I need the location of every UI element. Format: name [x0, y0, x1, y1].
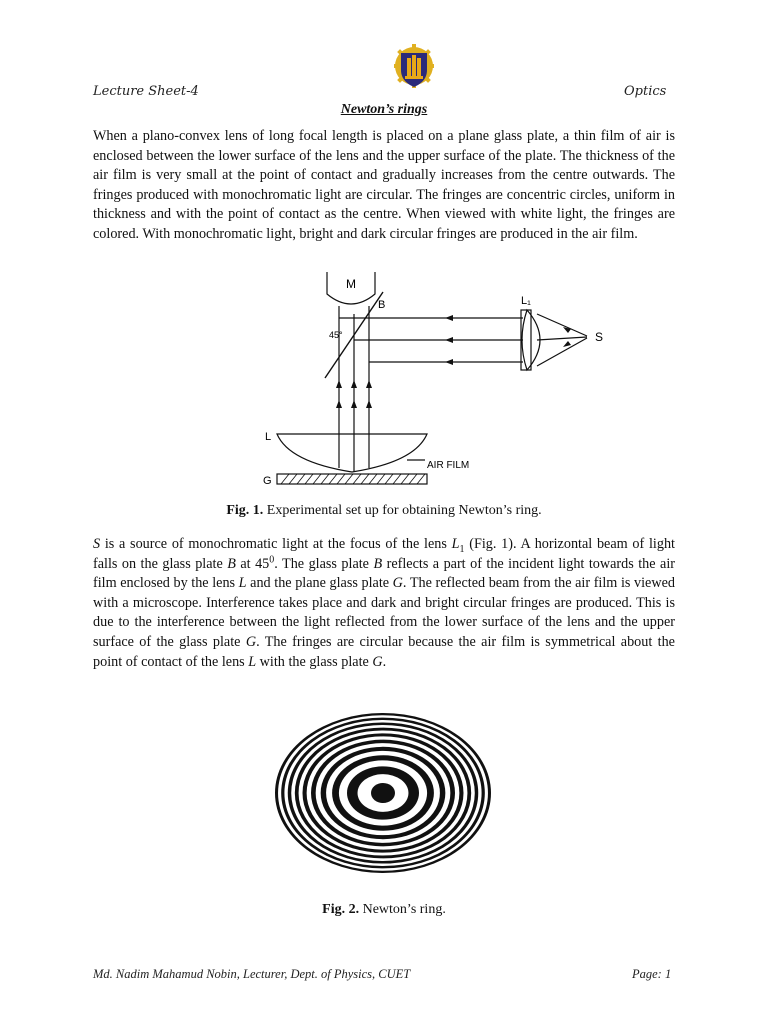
page-title: Newton’s rings: [340, 102, 428, 117]
explanation-segment: 1: [459, 543, 465, 555]
explanation-segment: at 45: [235, 555, 270, 572]
ray-to-source-top: [537, 314, 587, 336]
explanation-segment: (Fig. 1). A horizontal beam of light falls on the glass plate: [93, 536, 675, 572]
label-s: S: [595, 330, 604, 344]
header-right: Optics: [624, 84, 667, 99]
label-m: M: [346, 277, 356, 291]
explanation-segment: B: [373, 555, 383, 572]
central-dark-spot: [371, 783, 395, 803]
explanation-segment: . The glass plate: [274, 555, 374, 572]
explanation-segment: reflects a part of the incident light towards the air film enclosed by the lens: [93, 555, 675, 592]
explanation-segment: .: [382, 653, 387, 670]
explanation-segment: and the plane glass plate: [246, 575, 393, 592]
explanation-segment: G: [392, 575, 403, 592]
label-l: L: [265, 431, 272, 443]
figure-2-caption-label: Fig. 2.: [322, 902, 360, 917]
figure-1-setup-diagram: [255, 272, 615, 494]
label-angle: 45°: [329, 330, 343, 340]
explanation-segment: . The reflected beam from the air film is viewed with a microscope. Interference takes place and dark and bright circular fringes are produced. This is due to the interference between the light reflected from the lower surface of the lens and the upper surface of the glass plate: [93, 575, 675, 650]
university-logo: [394, 44, 434, 90]
label-air-film: AIR FILM: [427, 460, 470, 471]
figure-2-caption-text: Newton’s ring.: [362, 902, 446, 917]
ray-to-source-bottom: [537, 338, 587, 366]
explanation-segment: L: [238, 575, 247, 592]
explanation-segment: L: [248, 653, 257, 670]
ray-to-source-mid: [537, 337, 587, 340]
explanation-segment: G: [245, 633, 257, 650]
label-l1: L₁: [521, 295, 531, 307]
footer-author: Md. Nadim Mahamud Nobin, Lecturer, Dept. of Physics, CUET: [93, 967, 411, 981]
explanation-segment: 0: [269, 553, 275, 565]
explanation-segment: B: [227, 555, 236, 572]
figure-1-caption: [0, 503, 768, 519]
explanation-segment: S: [93, 536, 101, 552]
figure-2-newtons-rings: [274, 712, 492, 874]
label-g: G: [263, 475, 272, 487]
intro-paragraph: When a plano-convex lens of long focal length is placed on a plane glass plate, a thin film of air is enclosed between the lower surface of the lens and the upper surface of the plate. The thickness of the air film is very small at the point of contact and gradually increases from the centre outwards. The fringes produced with monochromatic light are circular. The fringes are concentric circles, uniform in thickness and with the point of contact as the centre. When viewed with white light, the fringes are colored. With monochromatic light, bright and dark circular fringes are produced in the air film.: [93, 128, 675, 242]
label-b: B: [378, 299, 386, 311]
figure-2-caption: [0, 902, 768, 918]
figure-1-caption-label: Fig. 1.: [226, 503, 264, 518]
explanation-segment: . The fringes are circular because the air film is symmetrical about the point of contact of the lens: [93, 633, 675, 670]
rings-pattern: [275, 713, 491, 873]
explanation-segment: G: [372, 653, 383, 670]
logo-tower: [405, 55, 423, 79]
explanation-paragraph: [93, 535, 675, 672]
explanation-segment: L: [451, 536, 460, 552]
explanation-segment: with the glass plate: [256, 653, 373, 670]
figure-1-caption-text: Experimental set up for obtaining Newton’s ring.: [266, 503, 542, 518]
plate-g-hatching: [281, 474, 425, 484]
lens-l: [277, 434, 427, 472]
explanation-segment: is a source of monochromatic light at the focus of the lens: [100, 536, 452, 552]
header-left: Lecture Sheet-4: [93, 84, 199, 99]
footer-page-number: Page: 1: [632, 967, 672, 981]
